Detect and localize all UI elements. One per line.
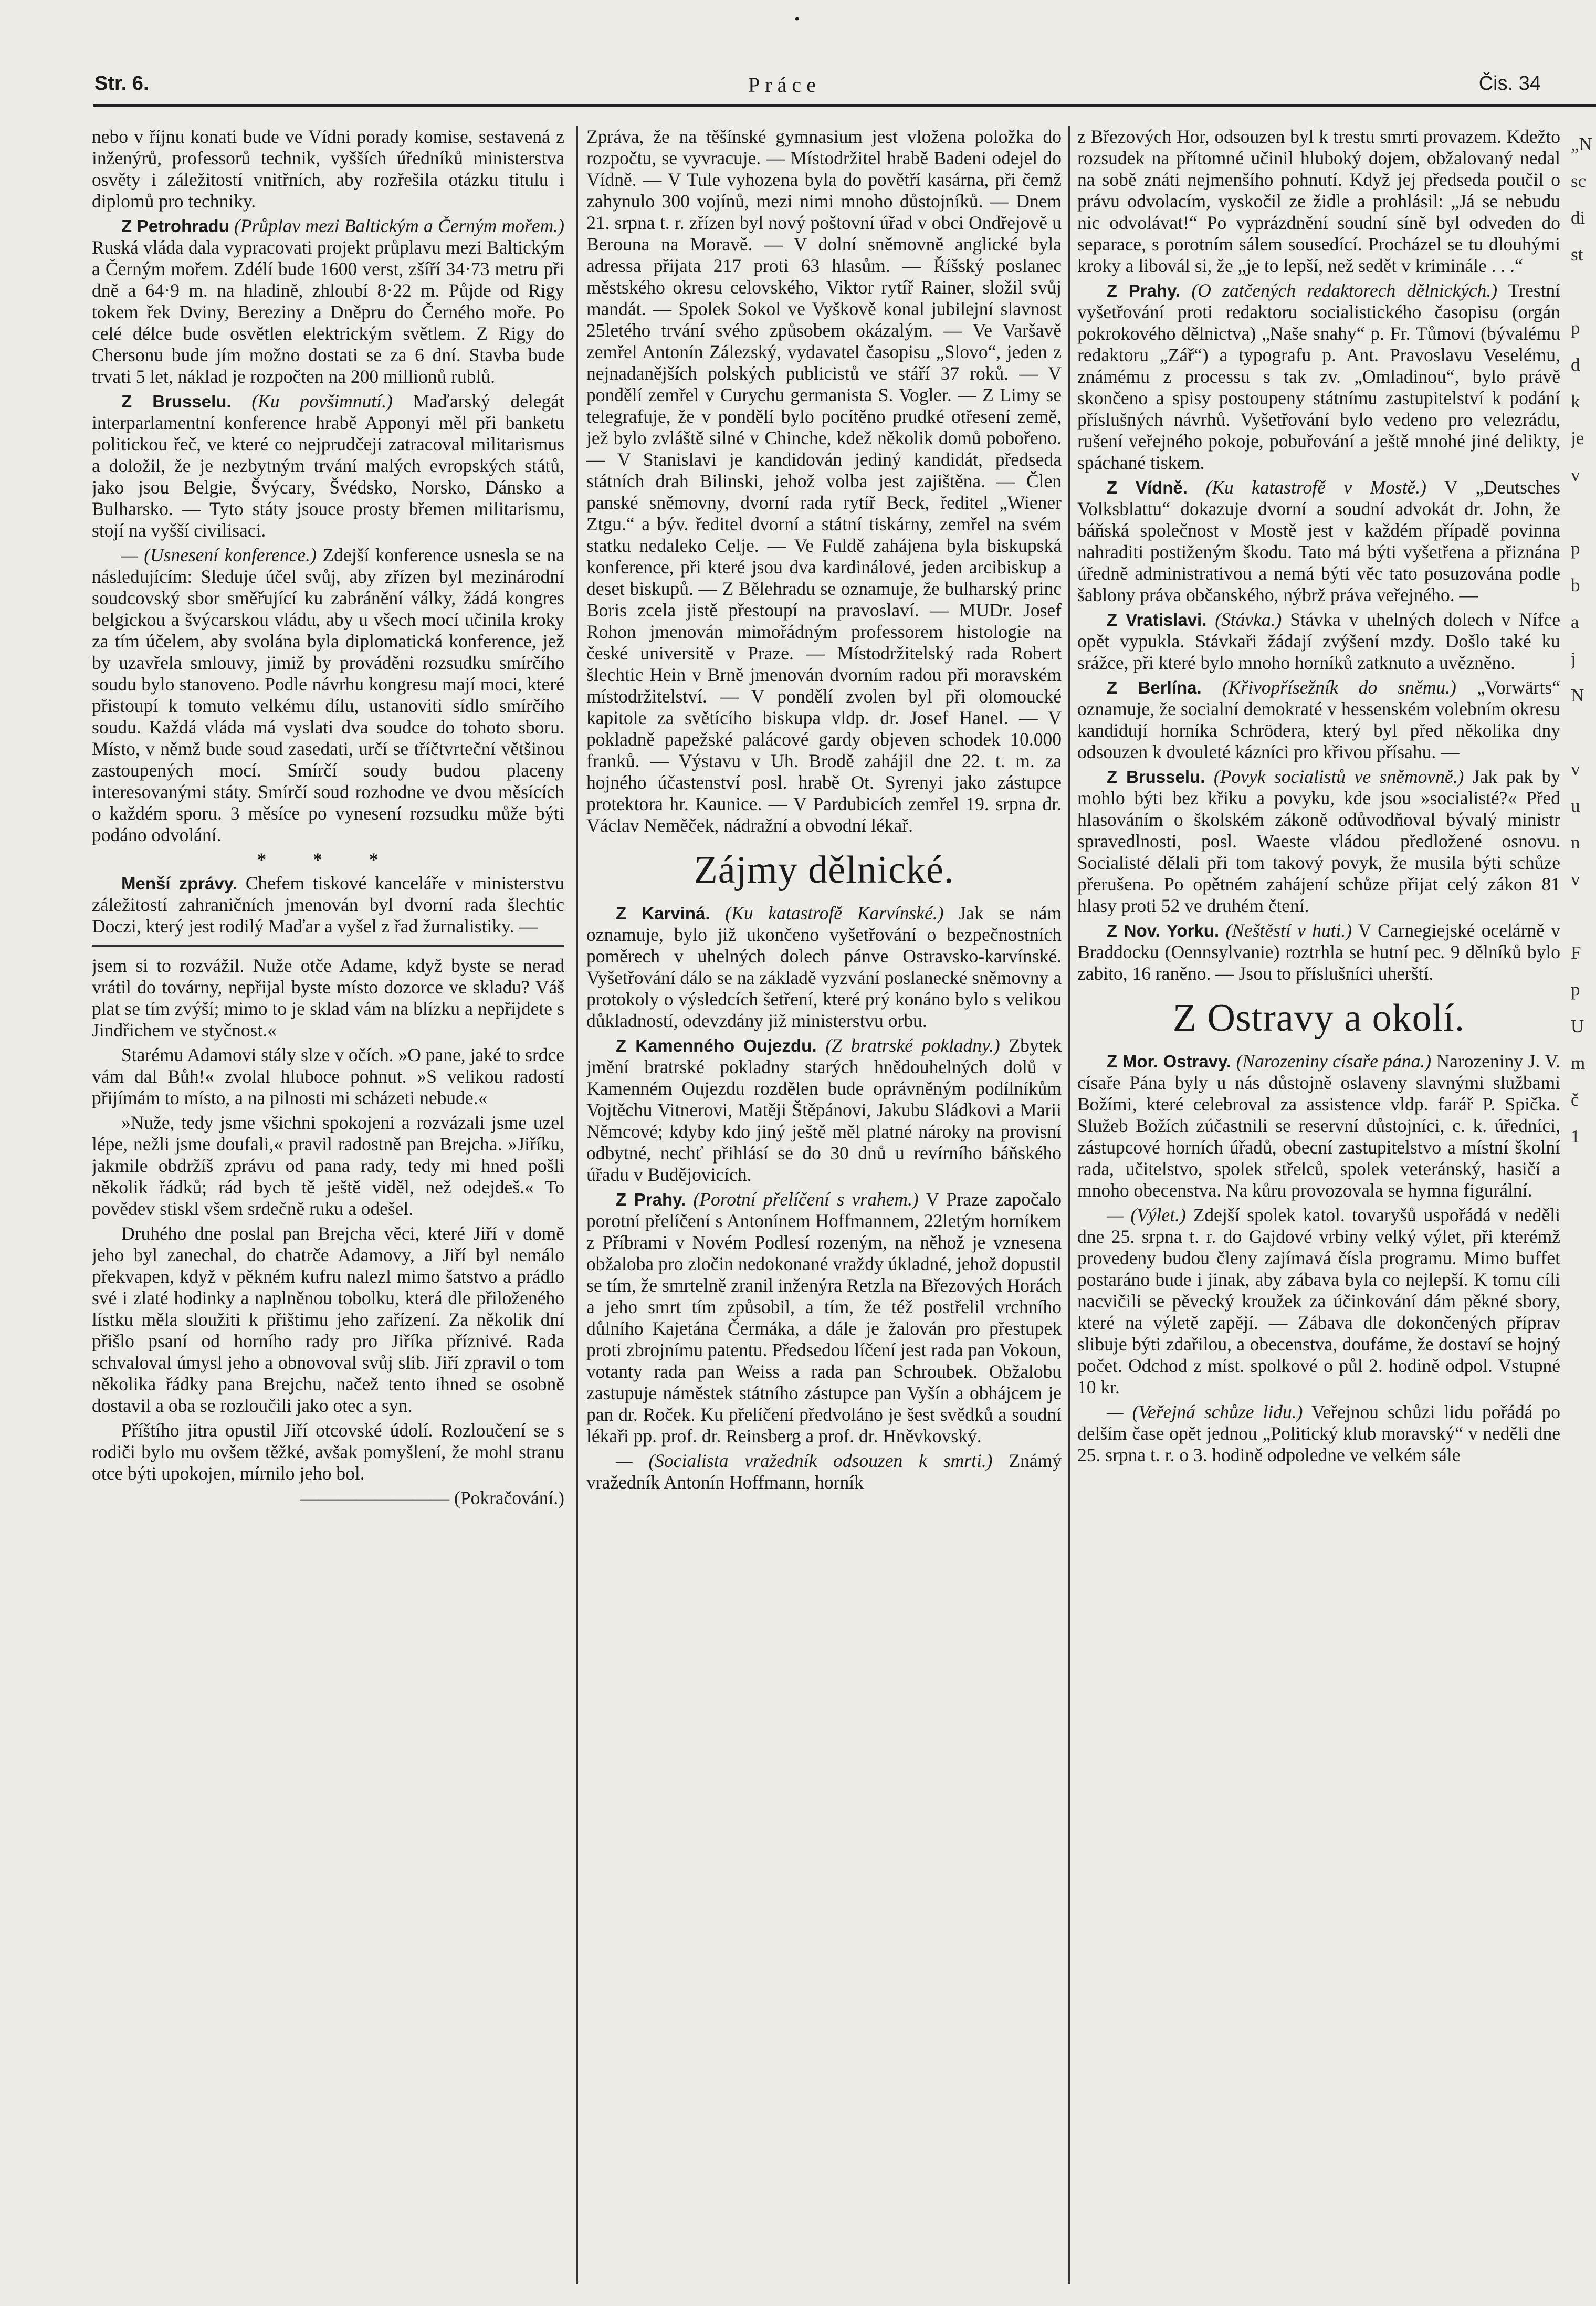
column-divider-2 [1068, 126, 1070, 2284]
issue-number: Čis. 34 [1478, 72, 1541, 95]
article-text: Jak pak by mohlo býti bez křiku a povyku, kde jsou »socialisté?« Před hlasováním o školském zákoně odůvodňoval bývalý ministr spravedlnosti, posl. Waeste vládou předložené osnovu. Socialisté dělali při tom takový povyk, že musila býti schůze přerušena. Po opětném zahájení schůze přijat celý zákon 81 hlasy proti 52 ve druhém čtení. [1077, 766, 1560, 916]
story-paragraph: Starému Adamovi stály slze v očích. »O pane, jaké to srdce vám dal Bůh!« zvolal hluboce pohnut. »S velikou radostí přijímám to místo, a na pilnosti mi scházeti nebude.« [92, 1044, 564, 1108]
article-viden [1077, 477, 1560, 606]
story-paragraph: Druhého dne poslal pan Brejcha věci, které Jiří v domě jeho byl zanechal, do chatrče Adamovy, a Jiří byl nemálo překvapen, když v pěkném kufru nalezl mimo šatstvo a prádlo své i zlaté hodinky a naplněnou tobolku, která dle přiloženého lístku měla sloužiti k přištimu jeho zařízení. Za několik dní přišlo psaní od horního rady pro Jiříka příznivé. Rada schvaloval úmysl jeho a obnovoval svůj slib. Jiří zpravil o tom několika řádky pana Brejchu, načež tento ihned se osobně dostavil a oba se rozloučili jako otec a syn. [92, 1223, 564, 1416]
article-verejna-schuze [1077, 1401, 1560, 1466]
article-lead: Z Prahy. [1107, 281, 1181, 300]
article-berlin [1077, 677, 1560, 763]
fragment-line: j [1571, 648, 1576, 669]
newspaper-title: Práce [748, 73, 821, 97]
article-brussel [92, 391, 564, 541]
fragment-line: U [1571, 1016, 1584, 1036]
fragment-line: je [1571, 428, 1584, 448]
article-text: Stávka v uhelných dolech v Nífce opět vypukla. Stávkaři žádají zvýšení mzdy. Došlo také ku srážce, při které bylo mnoho horníků zatknuto a uvězněno. [1077, 609, 1560, 673]
fragment-line: v [1571, 759, 1580, 779]
article-subtitle: — (Veřejná schůze lidu.) [1107, 1401, 1303, 1422]
story-paragraph: jsem si to rozvážil. Nuže otče Adame, když byste se nerad vrátil do továrny, nepřijal byste místo dozorce ve skladu? Váš plat se tím zvýší; mimo to je sklad vám na blízku a nepřijdete s Jindřichem ve styčnost.« [92, 955, 564, 1041]
article-lead: Z Karviná. [616, 904, 710, 923]
article-text: Chefem tiskové kanceláře v ministerstvu záležitostí zahraničních jmenován byl dvorní rada šlechtic Doczi, který jest rodilý Maďar a vyšel z řad žurnalistiky. — [92, 873, 564, 937]
news-digest: Zpráva, že na těšínské gymnasium jest vložena položka do rozpočtu, se vyvracuje. — Místodržitel hrabě Badeni odejel do Vídně. — V Tule vyhozena byla do povětří kasárna, při čemž zahynulo 300 vojínů, mezi nimi mnoho důstojníků. — Dnem 21. srpna t. r. zřízen byl nový poštovní úřad v obci Ondřejově u Berouna na Moravě. — V dolní sněmovně anglické byla adressa přijata 217 proti 63 hlasům. — Říšský poslanec městského okresu celovského, Viktor rytíř Rainer, složil svůj mandát. — Spolek Sokol ve Vyškově konal jubilejní slavnost 25letého trvání svého způsobem okázalým. — Ve Varšavě zemřel Antonín Zálezský, vydavatel časopisu „Slovo“, jeden z nejnadanějších polských publicistů ve stáří 37 roků. — V pondělí zemřel v Curychu germanista S. Vogler. — Z Limy se telegrafuje, že v pondělí bylo pocítěno prudké otřesení země, jež bylo zvláště silné v Chinche, kdež několik domů pobořeno. — V Stanislavi je kandidován jediný kandidát, předseda státních drah Bilinski, jehož volba jest zajištěna. — Člen panské sněmovny, dvorní rada rytíř Beck, ředitel „Wiener Ztgu.“ a býv. ředitel dvorní a státní tiskárny, zemřel na svém statku nedaleko Celje. — Ve Fuldě zahájena byla biskupská konference, při které jsou dva kardinálové, jeden arcibiskup a deset biskupů. — Z Bělehradu se oznamuje, že bulharský princ Boris zcela jistě přestoupí na pravoslaví. — MUDr. Josef Rohon jmenován mimořádným professorem histologie na české universitě v Praze. — Místodržitelský rada Robert šlechtic Hein v Brně jmenován dvorním radou při moravském místodržitelství. — V pondělí zvolen byl při olomoucké kapitole za světícího biskupa vldp. dr. Josef Hanel. — V pokladně papežské palácové gardy objeven schodek 10.000 franků. — Výstavu v Uh. Brodě zahájil dne 22. t. m. za hojného účastenství posl. hrabě Ot. Syrenyi jako zástupce protektora hr. Kaunice. — V Pardubicích zemřel 19. srpna dr. Václav Neměček, nádražní a obvodní lékař. [586, 126, 1062, 836]
adjacent-page-fragment [1571, 126, 1596, 2016]
article-text: V Praze započalo porotní přelíčení s Antonínem Hoffmannem, 22letým horníkem z Příbrami v Novém Podlesí rozeným, na něhož je vznesena obžaloba pro zločin nedokonané vraždy úkladné, jehož dopustil se tím, že smrtelně zranil inženýra Retzla na Březových Horách a jeho smrt tím způsobil, a tím, že též postřelil vrchního důlního Kajetána Čermáka, a dále je žalován pro přestupek proti zbrojnímu patentu. Předsedou líčení jest rada pan Vokoun, votanty rada pan Weiss a rada pan Schroubek. Obžalobu zastupuje náměstek státního zástupce pan Vyšín a obhájcem je pan dr. Roček. Ku přelíčení předvoláno je šest svědků a soudní lékaři pp. prof. dr. Reinsberg a prof. dr. Hněvkovský. [586, 1189, 1062, 1447]
article-brussel-sneml [1077, 766, 1560, 917]
fragment-line: N [1571, 685, 1584, 706]
article-lead: Z Brusselu. [1107, 767, 1205, 787]
fragment-line: n [1571, 832, 1580, 853]
fragment-line: sc [1571, 171, 1587, 191]
article-subtitle: (Neštěstí v huti.) [1225, 920, 1352, 941]
article-text: Zbytek jmění bratrské pokladny starých hnědouhelných dolů v Kamenném Oujezdu rozdělen bude oprávněným podílníkům Vojtěchu Vitnerovi, Matěji Štěpánovi, Jakubu Sládkovi a Marii Němcové; kdyby kdo jiný ještě měl platné nároky na provisní odbytné, nechť přihlásí se do 30 dnů u revírního báňského úřadu v Budějovicích. [586, 1035, 1062, 1185]
article-subtitle: (Porotní přelíčení s vrahem.) [693, 1189, 919, 1210]
article-vratislav [1077, 609, 1560, 674]
fragment-line: p [1571, 979, 1580, 1000]
story-paragraph: »Nuže, tedy jsme všichni spokojeni a rozvázali jsme uzel lépe, nežli jsme doufali,« pravil radostně pan Brejcha. »Jiříku, jakmile obdržíš zprávu od pana rady, tedy mi hned pošli několik řádků; rád bych tě ještě viděl, než odejdeš.« To povědev stiskl všem srdečně ruku a odešel. [92, 1112, 564, 1219]
fragment-line: v [1571, 869, 1580, 889]
column-divider-1 [576, 126, 578, 2284]
article-lead: Menší zprávy. [121, 874, 237, 893]
fragment-line: st [1571, 244, 1583, 265]
article-petrohrad [92, 215, 564, 387]
article-subtitle: (Narozeniny císaře pána.) [1236, 1051, 1432, 1072]
fragment-line: F [1571, 942, 1581, 963]
fragment-line [1571, 898, 1596, 935]
article-usneseni [92, 544, 564, 846]
fragment-line: a [1571, 612, 1579, 632]
article-text: Zdejší spolek katol. tovaryšů uspořádá v neděli dne 25. srpna t. r. do Gajdové vrbiny velký výlet, při kterémž provedeny budou členy zajímavá čísla programu. Mimo buffet postaráno bude i jinak, aby zábava byla co nejlepší. K tomu cíli nacvičili se pěvecký kroužek za účinkování dám pěkné sbory, které na výletě zapějí. — Zábava dle dokončených příprav slibuje býti zdařilou, a obecenstva, doufáme, že dostaví se hojný počet. Odchod z míst. spolkové o půl 2. hodině odpol. Vstupné 10 kr. [1077, 1204, 1560, 1398]
article-praha-redaktori [1077, 280, 1560, 474]
article-subtitle: — (Usnesení konference.) [121, 544, 317, 565]
article-text: V Carnegiejské ocelárně v Braddocku (Oennsylvanie) roztrhla se hutní pec. 9 dělníků bylo zabito, 16 raněno. — Jsou to příslušníci uherští. [1077, 920, 1560, 984]
article-new-york [1077, 920, 1560, 984]
article-text: „Vorwärts“ oznamuje, že socialní demokraté v hessenském volebním okresu kandidují horníka Schrödera, který byl před několika dny odsouzen k dvouleté kázníci pro křivou přísahu. — [1077, 677, 1560, 762]
article-lead: Z Prahy. [616, 1190, 686, 1209]
article-subtitle: — (Socialista vražedník odsouzen k smrti.) [616, 1450, 993, 1471]
article-text: Narozeniny J. V. císaře Pána byly u nás důstojně oslaveny slavnými službami Božími, které celebroval za assistence vldp. farář P. Spička. Služeb Božích zúčastnili se reservní důstojníci, c. k. úředníci, zástupcové horních úřadů, obecní zastupitelstvo a místní školní rada, učitelstvo, spolek střelců, spolek veteránský, hasičí a mnoho obecenstva. Na kůru provozovala se hymna figurální. [1077, 1051, 1560, 1201]
article-text: Ruská vláda dala vypracovati projekt průplavu mezi Baltickým a Černým mořem. Zdélí bude 1600 verst, zšíří 34·73 metru při dně a 64·9 m. na hladině, zhloubí 8·22 m. Půjde od Rigy tokem řek Dviny, Bereziny a Dněpru do Černého moře. Po celé délce bude osvětlen elektrickým světlem. Z Rigy do Chersonu bude jím možno dostati se za 6 dní. Stavba bude trvati 5 let, náklad je rozpočten na 200 millionů rublů. [92, 237, 564, 387]
continuation-note: ———————— (Pokračování.) [300, 1487, 564, 1508]
article-mensi-zpravy [92, 873, 564, 937]
fragment-line: p [1571, 318, 1580, 338]
fragment-line: „N [1571, 134, 1592, 154]
section-heading: Zájmy dělnické. [694, 848, 954, 892]
article-continuation: nebo v říjnu konati bude ve Vídni porady komise, sestavená z inženýrů, professorů technik, vyšších úředníků ministerstva osvěty i záležitostí vnitřních, aby rozřešila otázku titulu i diplomů pro techniky. [92, 126, 564, 212]
fragment-line: p [1571, 538, 1580, 559]
article-text: Veřejnou schůzi lidu pořádá po delším čase opět jednou „Politický klub moravský“ v neděli dne 25. srpna t. r. o 3. hodině odpoledne ve velkém sále [1077, 1401, 1560, 1465]
fragment-line: 1 [1571, 1126, 1580, 1147]
fragment-line [1571, 273, 1596, 310]
column-3 [1077, 126, 1560, 2289]
article-lead: Z Nov. Yorku. [1107, 921, 1220, 940]
article-continuation: z Březových Hor, odsouzen byl k trestu smrti provazem. Kdežto rozsudek na přítomné učinil hluboký dojem, obžalovaný nedal na sobě znáti nejmenšího pohnutí. Když jej předseda poučil o právu odvolacím, vyskočil ze židle a prohlásil: „Já se nebudu nic odvolávat!“ Po vyprázdnění soudní síně byl odveden do separace, s porotním sálem sousedící. Procházel se tu dlouhými kroky a libovál si, že „je to lepší, než sedět v kriminále . . .“ [1077, 126, 1560, 276]
article-subtitle: (Ku povšimnutí.) [251, 391, 393, 412]
article-lead: Z Mor. Ostravy. [1107, 1052, 1232, 1071]
fragment-line: m [1571, 1053, 1586, 1073]
article-kamenny-oujezd [586, 1035, 1062, 1186]
article-karvina [586, 903, 1062, 1032]
article-subtitle: (Ku katastrofě Karvínské.) [725, 903, 944, 924]
article-subtitle: (Ku katastrofě v Mostě.) [1205, 477, 1427, 498]
article-text: Jak se nám oznamuje, bylo již ukončeno vyšetřování o bezpečnostních poměrech v uhelných dolech pánve Ostravsko-karvínské. Vyšetřování dálo se na základě vyzvání poslanecké sněmovny a protokoly o výsledcích šetření, které prý konáno bylo s velikou důkladností, odevzdány již ministerstvu orbu. [586, 903, 1062, 1031]
fragment-line: di [1571, 207, 1586, 228]
fragment-line: b [1571, 575, 1580, 595]
article-lead: Z Vratislavi. [1107, 610, 1207, 630]
page-number: Str. 6. [94, 72, 149, 95]
article-text: Známý vražedník Antonín Hoffmann, horník [586, 1450, 1062, 1493]
article-subtitle: (Křivopřísežník do sněmu.) [1222, 677, 1456, 698]
article-lead: Z Petrohradu [121, 216, 229, 236]
article-lead: Z Kamenného Oujezdu. [616, 1036, 817, 1055]
article-subtitle: (Stávka.) [1215, 609, 1282, 630]
header-rule [93, 104, 1596, 107]
fragment-line [1571, 714, 1596, 751]
fragment-line: u [1571, 795, 1580, 816]
fragment-line: v [1571, 465, 1580, 485]
article-lead: Z Berlína. [1107, 678, 1202, 697]
column-2 [586, 126, 1062, 2289]
article-praha-porota [586, 1189, 1062, 1447]
fragment-line: č [1571, 1089, 1579, 1110]
column-1 [92, 126, 564, 2289]
fragment-line [1571, 494, 1596, 530]
article-text: Trestní vyšetřování proti redaktoru socialistického časopisu (orgán pokrokového dělnictva) „Naše snahy“ p. Fr. Tůmovi (bývalému redaktoru „Zář“) a typografu p. Ant. Pravoslavu Veselému, známému z processu s tak zv. „Omladinou“, bylo právě skončeno a spisy postoupeny státnímu zastupitelství k podání příslušných návrhů. Vyšetřování bylo vedeno pro velezrádu, rušení veřejného pokoje, pobuřování a ještě mnohé jiné delikty, spáchané tiskem. [1077, 280, 1560, 473]
article-subtitle: — (Výlet.) [1107, 1204, 1186, 1225]
section-stars: * * * [257, 849, 400, 870]
article-subtitle: (Povyk socialistů ve sněmovně.) [1213, 766, 1464, 787]
article-subtitle: (Z bratrské pokladny.) [825, 1035, 1000, 1056]
article-socialista [586, 1450, 1062, 1493]
article-subtitle: (Průplav mezi Baltickým a Černým mořem.) [234, 215, 564, 236]
article-text: V „Deutsches Volksblattu“ dokazuje dvorní a soudní advokát dr. John, že báňská společnost v Mostě jest v každém případě povinna nahraditi postiženým škodu. Tato má býti vyšetřena a přiznána úředně administrativou a nemá býti věc tato posuzována podle šablony práva občanského, nýbrž práva veřejného. — [1077, 477, 1560, 605]
story-paragraph: Příštího jitra opustil Jiří otcovské údolí. Rozloučení se s rodiči bylo mu ovšem těžké, avšak pomyšlení, že mohl stranu otce býti upokojen, mírnilo jeho bol. [92, 1420, 564, 1484]
feuilleton-rule [92, 945, 564, 947]
article-text: Maďarský delegát interparlamentní konference hrabě Apponyi měl při banketu politickou řeč, ve které co nejprudčeji zatracoval militarismus a doložil, že je nezbytným trvání malých evropských států, jako jsou Belgie, Švýcary, Švédsko, Norsko, Dánsko a Bulharsko. — Tyto státy jsoucе prosty břemen militarismu, stojí na vyšší civilisaci. [92, 391, 564, 541]
continuation-label: (Pokračování.) [454, 1487, 564, 1508]
ink-dot: • [794, 11, 800, 28]
article-subtitle: (O zatčených redaktorech dělnických.) [1191, 280, 1498, 301]
fragment-line: d [1571, 354, 1580, 375]
article-lead: Z Vídně. [1107, 478, 1188, 497]
fragment-line: k [1571, 391, 1580, 412]
article-vylet [1077, 1204, 1560, 1398]
section-heading: Z Ostravy a okolí. [1172, 997, 1465, 1040]
article-mor-ostrava [1077, 1051, 1560, 1201]
article-lead: Z Brusselu. [121, 392, 232, 411]
article-text: Zdejší konference usnesla se na následujícím: Sleduje účel svůj, aby zřízen byl mezinárodní soudcovský sbor směřující ku zabránění války, žádá kongres belgickou a švýcarskou vládu, aby u všech mocí učinila kroky za tím účelem, aby svolána byla diplomatická konference, jež by uzavřela smlouvy, jimiž by prováděni rozsudku smírčího soudu bylo stanoveno. Podle návrhu kongresu mají moci, které přistoupí k tomuto velkému dílu, ustanoviti sídlo smírčího soudu. Každá vláda má vyslati dva soudce do tohoto sboru. Místo, v němž bude soud zasedati, určí se tříčtvrteční většinou zastoupených mocí. Smírčí soudy budou placeny interesovanými státy. Smírčí soud rozhodne ve dvou měsících o každém sporu. 3 měsíce po vynesení rozsudku může býti podáno odvolání. [92, 544, 564, 845]
page-header [94, 72, 1541, 100]
